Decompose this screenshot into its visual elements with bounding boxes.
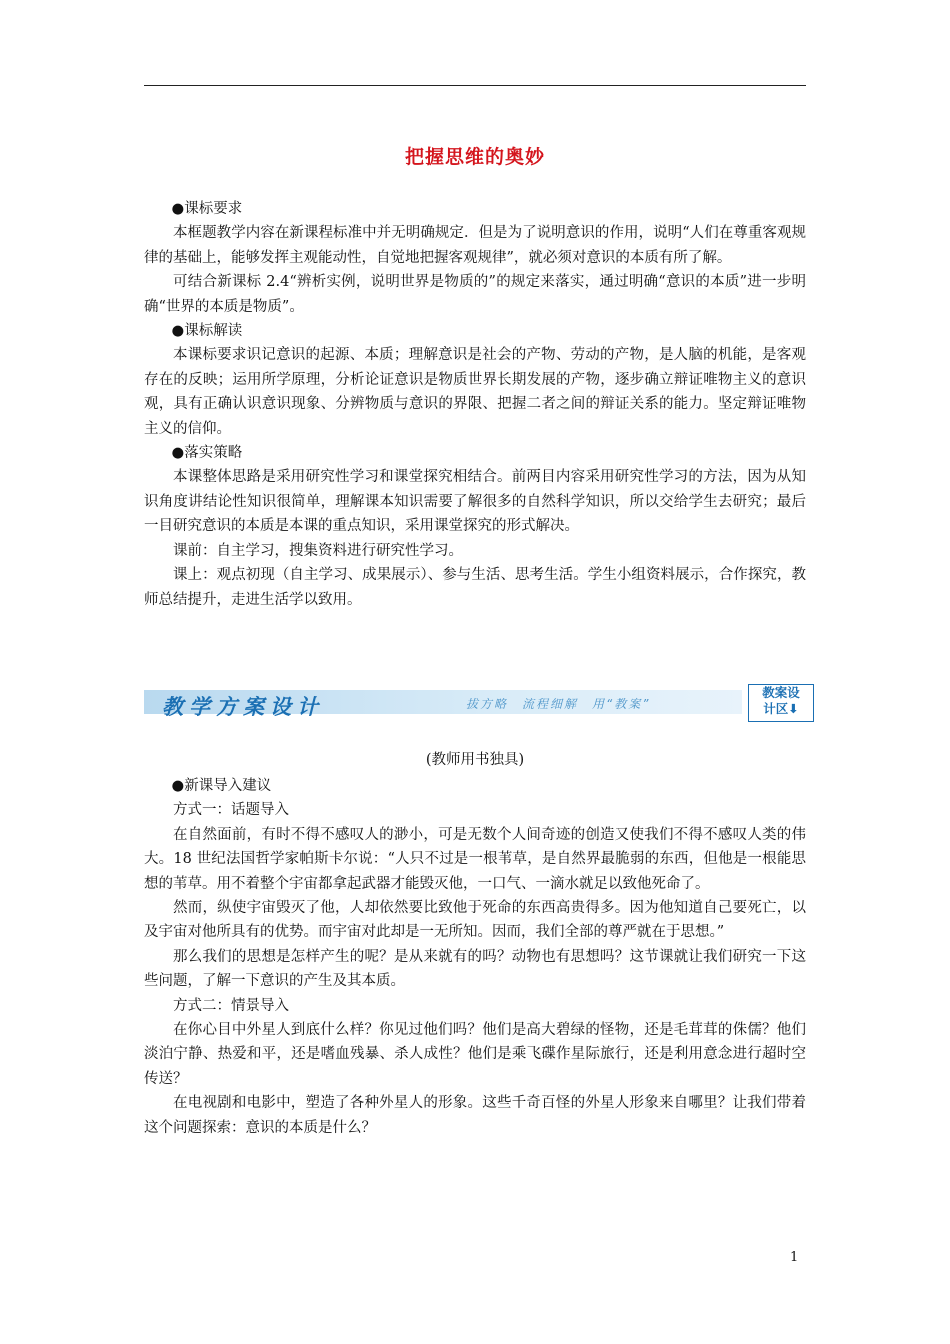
section-curriculum bbox=[144, 197, 806, 612]
paragraph: 在你心目中外星人到底什么样？你见过他们吗？他们是高大碧绿的怪物，还是毛茸茸的侏儒？他们淡泊宁静、热爱和平，还是嗜血残暴、杀人成性？他们是乘飞碟作星际旅行，还是利用意念进行超时空传送？ bbox=[144, 1022, 806, 1087]
banner-badge bbox=[748, 684, 814, 722]
banner-badge-line2: 计区⬇ bbox=[763, 701, 799, 716]
banner-subtitle: 拔方略 流程细解 用“教案” bbox=[466, 697, 651, 711]
paragraph: 那么我们的思想是怎样产生的呢？是从来就有的吗？动物也有思想吗？这节课就让我们研究一下这些问题，了解一下意识的产生及其本质。 bbox=[144, 948, 806, 990]
section-heading: ●课标解读 bbox=[171, 323, 243, 340]
paragraph: 本课标要求识记意识的起源、本质；理解意识是社会的产物、劳动的产物，是人脑的机能，是客观存在的反映；运用所学原理，分析论证意识是物质世界长期发展的产物，逐步确立辩证唯物主义的意识观，具有正确认识意识现象、分辨物质与意识的界限、把握二者之间的辩证关系的能力。坚定辩证唯物主义的信仰。 bbox=[144, 347, 806, 437]
paragraph: 在自然面前，有时不得不感叹人的渺小，可是无数个人间奇迹的创造又使我们不得不感叹人类的伟大。18 世纪法国哲学家帕斯卡尔说：“人只不过是一根苇草，是自然界最脆弱的东西，但他是一根能思想的苇草。用不着整个宇宙都拿起武器才能毁灭他，一口气、一滴水就足以致他死命了。 bbox=[144, 826, 806, 892]
banner-title: 教学方案设计 bbox=[162, 695, 324, 719]
paragraph: 课前：自主学习，搜集资料进行研究性学习。 bbox=[173, 542, 463, 559]
paragraph: 方式二：情景导入 bbox=[173, 997, 289, 1014]
paragraph: 本框题教学内容在新课程标准中并无明确规定．但是为了说明意识的作用，说明“人们在尊重客观规律的基础上，能够发挥主观能动性，自觉地把握客观规律”，就必须对意识的本质有所了解。 bbox=[144, 225, 806, 266]
header-rule bbox=[144, 85, 806, 86]
banner-badge-line1: 教案设 bbox=[762, 685, 800, 700]
paragraph: 本课整体思路是采用研究性学习和课堂探究相结合。前两目内容采用研究性学习的方法，因为从知识角度讲结论性知识很简单，理解课本知识需要了解很多的自然科学知识，所以交给学生去研究；最后一目研究意识的本质是本课的重点知识，采用课堂探究的形式解决。 bbox=[144, 469, 806, 535]
paragraph: 可结合新课标 2.4“辨析实例，说明世界是物质的”的规定来落实，通过明确“意识的本质”进一步明确“世界的本质是物质”。 bbox=[144, 274, 806, 315]
section-banner bbox=[144, 682, 814, 722]
section-heading: ●课标要求 bbox=[171, 201, 243, 217]
page-title: 把握思维的奥妙 bbox=[404, 146, 545, 168]
section-introduction bbox=[144, 774, 806, 1140]
banner-bar bbox=[144, 690, 742, 719]
page-number: 1 bbox=[790, 1250, 799, 1265]
paragraph: 然而，纵使宇宙毁灭了他，人却依然要比致他于死命的东西高贵得多。因为他知道自己要死亡，以及宇宙对他所具有的优势。而宇宙对此却是一无所知。因而，我们全部的尊严就在于思想。” bbox=[144, 900, 806, 941]
teacher-note: (教师用书独具) bbox=[425, 752, 525, 768]
section-heading: ●新课导入建议 bbox=[171, 778, 272, 794]
paragraph: 方式一：话题导入 bbox=[173, 802, 289, 819]
paragraph: 课上：观点初现（自主学习、成果展示）、参与生活、思考生活。学生小组资料展示，合作探究，教师总结提升，走进生活学以致用。 bbox=[144, 567, 806, 608]
paragraph: 在电视剧和电影中，塑造了各种外星人的形象。这些千奇百怪的外星人形象来自哪里？让我们带着这个问题探索：意识的本质是什么？ bbox=[144, 1095, 806, 1136]
section-heading: ●落实策略 bbox=[171, 445, 243, 462]
